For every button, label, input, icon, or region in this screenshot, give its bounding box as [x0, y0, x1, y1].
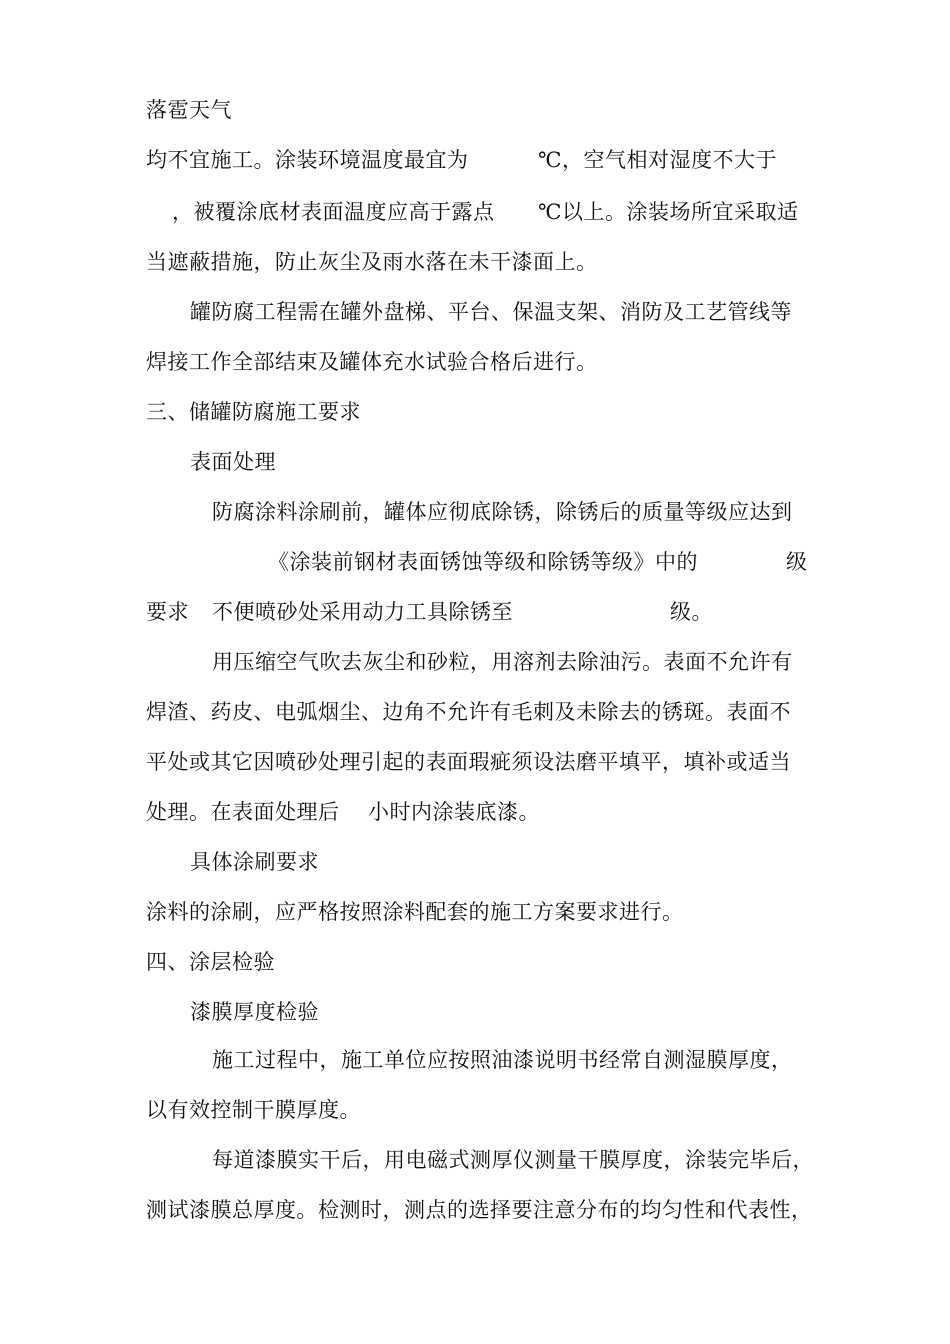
text-line: 涂料的涂刷，应严格按照涂料配套的施工方案要求进行。 — [146, 900, 684, 924]
text-line: ，被覆涂底材表面温度应高于露点 — [172, 200, 495, 224]
section-heading: 四、涂层检验 — [146, 950, 275, 974]
text-line: 罐防腐工程需在罐外盘梯、平台、保温支架、消防及工艺管线等 — [190, 300, 792, 324]
text-line: 均不宜施工。涂装环境温度最宜为 — [146, 148, 469, 172]
text-line: 平处或其它因喷砂处理引起的表面瑕疵须设法磨平填平，填补或适当 — [146, 750, 791, 774]
text-line: 测试漆膜总厚度。检测时，测点的选择要注意分布的均匀性和代表性， — [146, 1198, 813, 1222]
text-line: 落雹天气 — [146, 98, 232, 122]
text-line: 级。 — [670, 600, 713, 624]
subsection-heading: 漆膜厚度检验 — [190, 1000, 319, 1024]
text-line: 用压缩空气吹去灰尘和砂粒，用溶剂去除油污。表面不允许有 — [212, 650, 793, 674]
subsection-heading: 具体涂刷要求 — [190, 850, 319, 874]
text-line: 级 — [786, 550, 808, 574]
text-line: 不便喷砂处采用动力工具除锈至 — [212, 600, 513, 624]
text-line: 施工过程中，施工单位应按照油漆说明书经常自测湿膜厚度， — [212, 1048, 793, 1072]
text-line: 焊渣、药皮、电弧烟尘、边角不允许有毛刺及未除去的锈斑。表面不 — [146, 700, 791, 724]
section-heading: 三、储罐防腐施工要求 — [146, 400, 361, 424]
text-line: ℃以上。涂装场所宜采取适 — [538, 200, 799, 224]
text-line: 每道漆膜实干后，用电磁式测厚仪测量干膜厚度，涂装完毕后， — [212, 1148, 814, 1172]
text-line: 要求 — [146, 600, 189, 624]
text-line: 焊接工作全部结束及罐体充水试验合格后进行。 — [146, 350, 598, 374]
text-line: 处理。在表面处理后 — [146, 800, 340, 824]
text-line: 小时内涂装底漆。 — [368, 800, 540, 824]
text-line: 以有效控制干膜厚度。 — [146, 1098, 361, 1122]
text-line: ℃，空气相对湿度不大于 — [538, 148, 777, 172]
text-line: 当遮蔽措施，防止灰尘及雨水落在未干漆面上。 — [146, 250, 598, 274]
text-line: 《涂装前钢材表面锈蚀等级和除锈等级》中的 — [268, 550, 698, 574]
text-line: 防腐涂料涂刷前，罐体应彻底除锈，除锈后的质量等级应达到 — [212, 500, 793, 524]
subsection-heading: 表面处理 — [190, 450, 276, 474]
